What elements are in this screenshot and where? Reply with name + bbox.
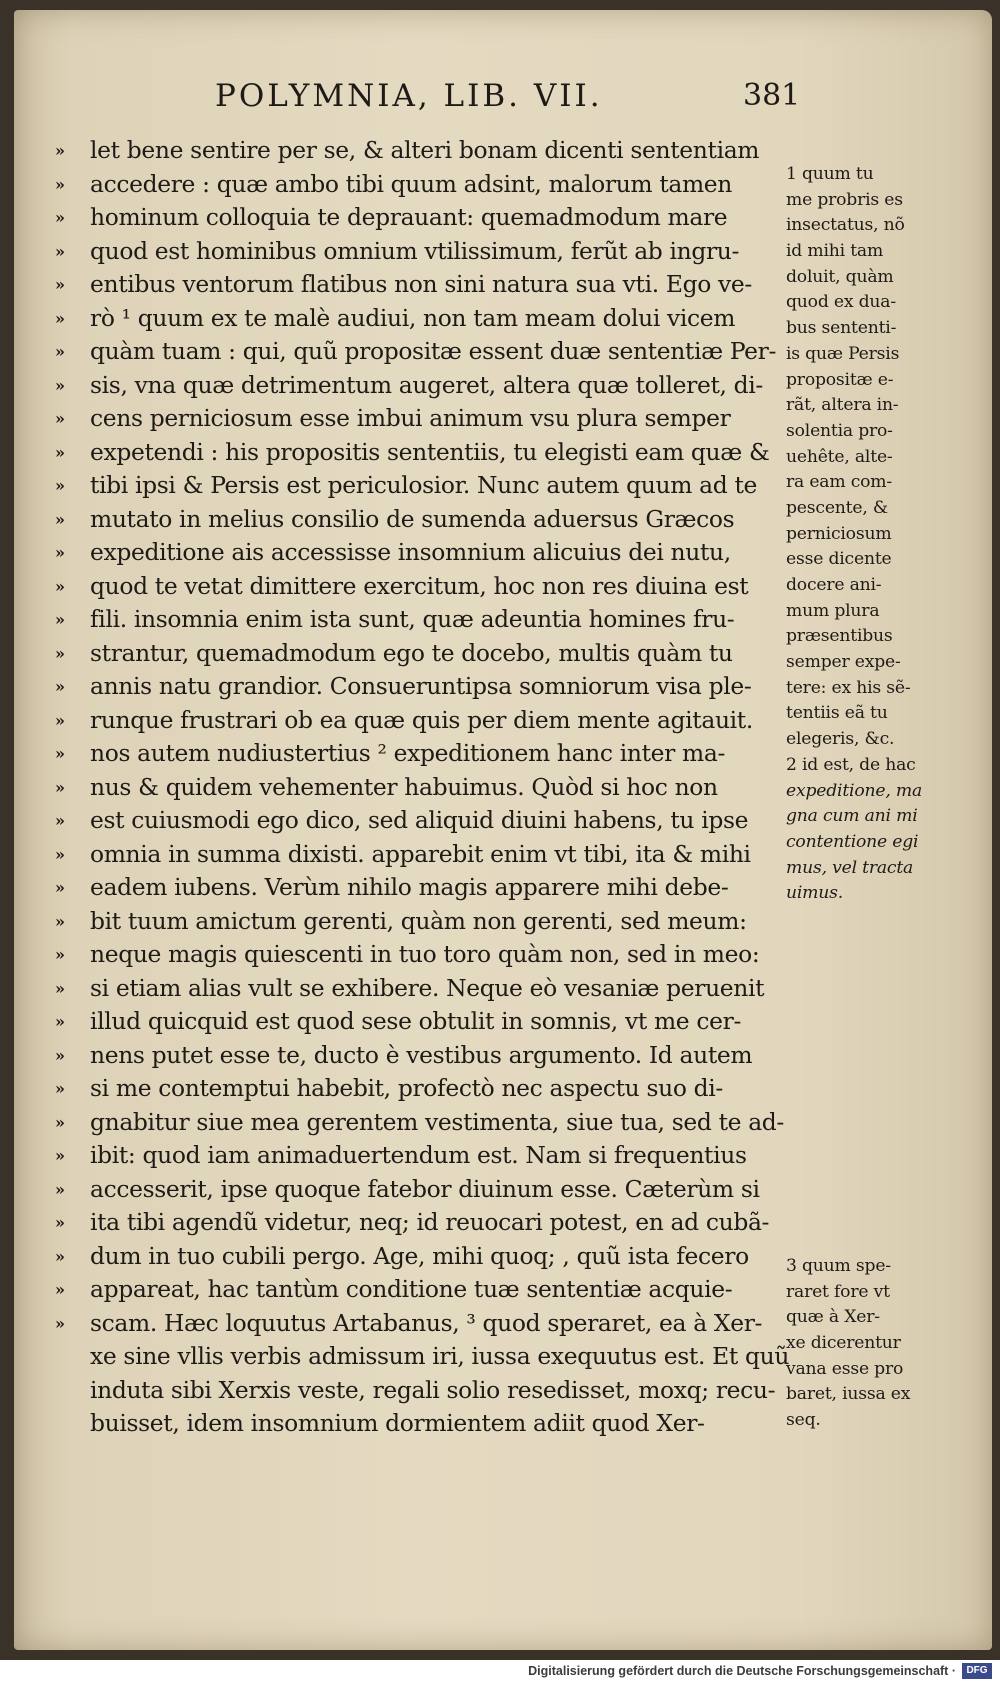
marginal-note-line: seq. xyxy=(786,1410,821,1431)
text-line: entibus ventorum flatibus non sini natura sua vti. Ego ve- xyxy=(90,270,752,298)
quotation-mark: » xyxy=(55,543,63,562)
quotation-mark: » xyxy=(55,476,63,495)
dfg-logo: DFG xyxy=(962,1663,992,1679)
quotation-mark: » xyxy=(55,174,63,194)
marginal-note-line: contentione egi xyxy=(786,831,919,852)
quotation-mark: » xyxy=(55,1313,63,1333)
marginal-note-line: baret, iussa ex xyxy=(786,1384,911,1405)
marginal-note-line: præsentibus xyxy=(786,626,893,647)
quotation-mark: » xyxy=(55,878,63,897)
text-line: tibi ipsi & Persis est periculosior. Nunc autem quum ad te xyxy=(90,471,757,499)
marginal-note-line: quod ex dua- xyxy=(786,292,896,313)
quotation-mark: » xyxy=(55,777,63,797)
text-line: xe sine vllis verbis admissum iri, iussa exequutus est. Et quũ xyxy=(90,1342,790,1370)
marginal-note-line: uehête, alte- xyxy=(786,446,893,467)
marginal-note-line: elegeris, &c. xyxy=(786,729,895,750)
quotation-mark: » xyxy=(55,1112,63,1132)
marginal-note-line: vana esse pro xyxy=(786,1358,904,1379)
text-line: neque magis quiescenti in tuo toro quàm non, sed in meo: xyxy=(90,940,760,968)
quotation-mark: » xyxy=(55,442,63,462)
text-line: si me contemptui habebit, profectò nec aspectu suo di- xyxy=(90,1074,723,1102)
marginal-note-line: doluit, quàm xyxy=(786,266,894,287)
quotation-mark: » xyxy=(55,945,63,964)
text-line: mutato in melius consilio de sumenda aduersus Græcos xyxy=(90,504,735,533)
text-line: dum in tuo cubili pergo. Age, mihi quoq; , quũ ista fecero xyxy=(90,1241,749,1270)
text-line: induta sibi Xerxis veste, regali solio resedisset, moxq; recu- xyxy=(90,1375,776,1404)
running-head: POLYMNIA, LIB. VII. xyxy=(215,78,603,114)
quotation-mark: » xyxy=(55,208,63,227)
text-line: cens perniciosum esse imbui animum vsu plura semper xyxy=(90,404,731,432)
quotation-mark: » xyxy=(55,1012,63,1031)
text-line: illud quicquid est quod sese obtulit in somnis, vt me cer- xyxy=(90,1007,742,1035)
quotation-mark: » xyxy=(55,1246,63,1266)
text-line: quod te vetat dimittere exercitum, hoc non res diuina est xyxy=(90,571,749,600)
text-line: expetendi : his propositis sententiis, tu elegisti eam quæ & xyxy=(90,437,770,466)
quotation-mark: » xyxy=(55,610,63,629)
text-line: bit tuum amictum gerenti, quàm non gerenti, sed meum: xyxy=(90,906,747,935)
quotation-mark: » xyxy=(55,1179,63,1199)
quotation-mark: » xyxy=(55,911,63,931)
text-line: omnia in summa dixisti. apparebit enim vt tibi, ita & mihi xyxy=(90,839,751,868)
quotation-mark: » xyxy=(55,409,63,428)
text-line: quàm tuam : qui, quũ propositæ essent duæ sententiæ Per- xyxy=(90,337,777,365)
text-line: quod est hominibus omnium vtilissimum, ferũt ab ingru- xyxy=(90,236,740,265)
quotation-mark: » xyxy=(55,1079,63,1098)
marginal-note-line: docere ani- xyxy=(786,575,882,595)
marginal-note-line: gna cum ani mi xyxy=(786,806,918,827)
text-line: est cuiusmodi ego dico, sed aliquid diuini habens, tu ipse xyxy=(90,806,749,834)
quotation-mark: » xyxy=(55,844,63,864)
marginal-note-line: perniciosum xyxy=(786,523,892,544)
marginal-note-line: mus, vel tracta xyxy=(786,857,914,878)
page-header xyxy=(0,78,1000,118)
page-number: 381 xyxy=(743,78,801,113)
quotation-mark: » xyxy=(55,375,63,395)
quotation-mark: » xyxy=(55,576,63,596)
marginal-note-line: raret fore vt xyxy=(786,1281,890,1302)
marginal-note-line: propositæ e- xyxy=(786,369,894,390)
text-line: nos autem nudiustertius ² expeditionem hanc inter ma- xyxy=(90,739,726,767)
quotation-mark: » xyxy=(55,308,63,328)
marginal-note-line: tentiis eã tu xyxy=(786,703,888,724)
marginal-note-line: id mihi tam xyxy=(786,241,884,262)
quotation-marks-column xyxy=(55,134,79,1340)
text-line: rò ¹ quum ex te malè audiui, non tam meam dolui vicem xyxy=(90,303,736,332)
marginal-note-line: rãt, altera in- xyxy=(786,395,899,416)
text-line: nus & quidem vehementer habuimus. Quòd si hoc non xyxy=(90,772,718,801)
text-line: scam. Hæc loquutus Artabanus, ³ quod speraret, ea à Xer- xyxy=(90,1308,763,1337)
text-line: nens putet esse te, ducto è vestibus argumento. Id autem xyxy=(90,1040,753,1069)
quotation-mark: » xyxy=(55,275,63,294)
text-line: gnabitur siue mea gerentem vestimenta, siue tua, sed te ad- xyxy=(90,1107,784,1136)
marginal-note-line: solentia pro- xyxy=(786,420,893,441)
quotation-mark: » xyxy=(55,744,63,763)
marginal-note-line: tere: ex his sẽ- xyxy=(786,677,911,698)
marginal-note-1 xyxy=(786,162,936,907)
text-line: ita tibi agendũ videtur, neq; id reuocari potest, en ad cubã- xyxy=(90,1208,770,1236)
marginal-note-line: mum plura xyxy=(786,600,880,621)
footer-bar xyxy=(0,1660,1000,1684)
quotation-mark: » xyxy=(55,509,63,529)
quotation-mark: » xyxy=(55,241,63,261)
marginal-note-line: ra eam com- xyxy=(786,472,892,493)
text-line: buisset, idem insomnium dormientem adiit quod Xer- xyxy=(90,1409,705,1437)
marginal-note-line: semper expe- xyxy=(786,652,901,673)
quotation-mark: » xyxy=(55,1213,63,1232)
text-line: si etiam alias vult se exhibere. Neque eò vesaniæ peruenit xyxy=(90,973,765,1002)
marginal-note-line: is quæ Persis xyxy=(786,343,900,364)
quotation-mark: » xyxy=(55,1146,63,1165)
quotation-mark: » xyxy=(55,141,63,160)
marginal-note-line: 1 quum tu xyxy=(786,164,874,184)
text-line: hominum colloquia te deprauant: quemadmodum mare xyxy=(90,203,728,231)
text-line: strantur, quemadmodum ego te docebo, multis quàm tu xyxy=(90,638,733,667)
marginal-note-line: me probris es xyxy=(786,189,903,210)
quotation-mark: » xyxy=(55,342,63,361)
quotation-mark: » xyxy=(55,677,63,696)
marginal-note-line: insectatus, nõ xyxy=(786,215,905,236)
marginal-note-line: quæ à Xer- xyxy=(786,1307,880,1328)
quotation-mark: » xyxy=(55,1045,63,1065)
marginal-note-line: bus sententi- xyxy=(786,318,897,339)
quotation-mark: » xyxy=(55,643,63,663)
marginal-note-line: uimus. xyxy=(786,883,844,904)
text-line: expeditione ais accessisse insomnium alicuius dei nutu, xyxy=(90,538,731,566)
marginal-note-line: pescente, & xyxy=(786,497,888,518)
text-line: runque frustrari ob ea quæ quis per diem mente agitauit. xyxy=(90,705,753,734)
marginal-note-3 xyxy=(786,1254,936,1434)
marginal-note-line: 2 id est, de hac xyxy=(786,754,916,775)
text-line: sis, vna quæ detrimentum augeret, altera quæ tolleret, di- xyxy=(90,370,763,399)
text-line: accesserit, ipse quoque fatebor diuinum esse. Cæterùm si xyxy=(90,1174,760,1203)
marginal-note-line: esse dicente xyxy=(786,549,892,570)
quotation-mark: » xyxy=(55,978,63,998)
text-line: accedere : quæ ambo tibi quum adsint, malorum tamen xyxy=(90,169,733,198)
quotation-mark: » xyxy=(55,811,63,830)
main-text-block xyxy=(90,134,790,1441)
quotation-mark: » xyxy=(55,1280,63,1299)
marginal-note-line: expeditione, ma xyxy=(786,780,923,801)
text-line: annis natu grandior. Consueruntipsa somniorum visa ple- xyxy=(90,672,752,700)
text-line: eadem iubens. Verùm nihilo magis apparere mihi debe- xyxy=(90,873,729,901)
marginal-note-line: 3 quum spe- xyxy=(786,1256,891,1276)
digitization-credit: Digitalisierung gefördert durch die Deutsche Forschungsgemeinschaft · xyxy=(528,1664,956,1678)
marginal-note-line: xe dicerentur xyxy=(786,1333,901,1354)
text-line: let bene sentire per se, & alteri bonam dicenti sententiam xyxy=(90,136,760,164)
quotation-mark: » xyxy=(55,710,63,730)
text-line: appareat, hac tantùm conditione tuæ sententiæ acquie- xyxy=(90,1275,733,1303)
text-line: fili. insomnia enim ista sunt, quæ adeuntia homines fru- xyxy=(90,605,735,633)
text-line: ibit: quod iam animaduertendum est. Nam si frequentius xyxy=(90,1141,747,1169)
